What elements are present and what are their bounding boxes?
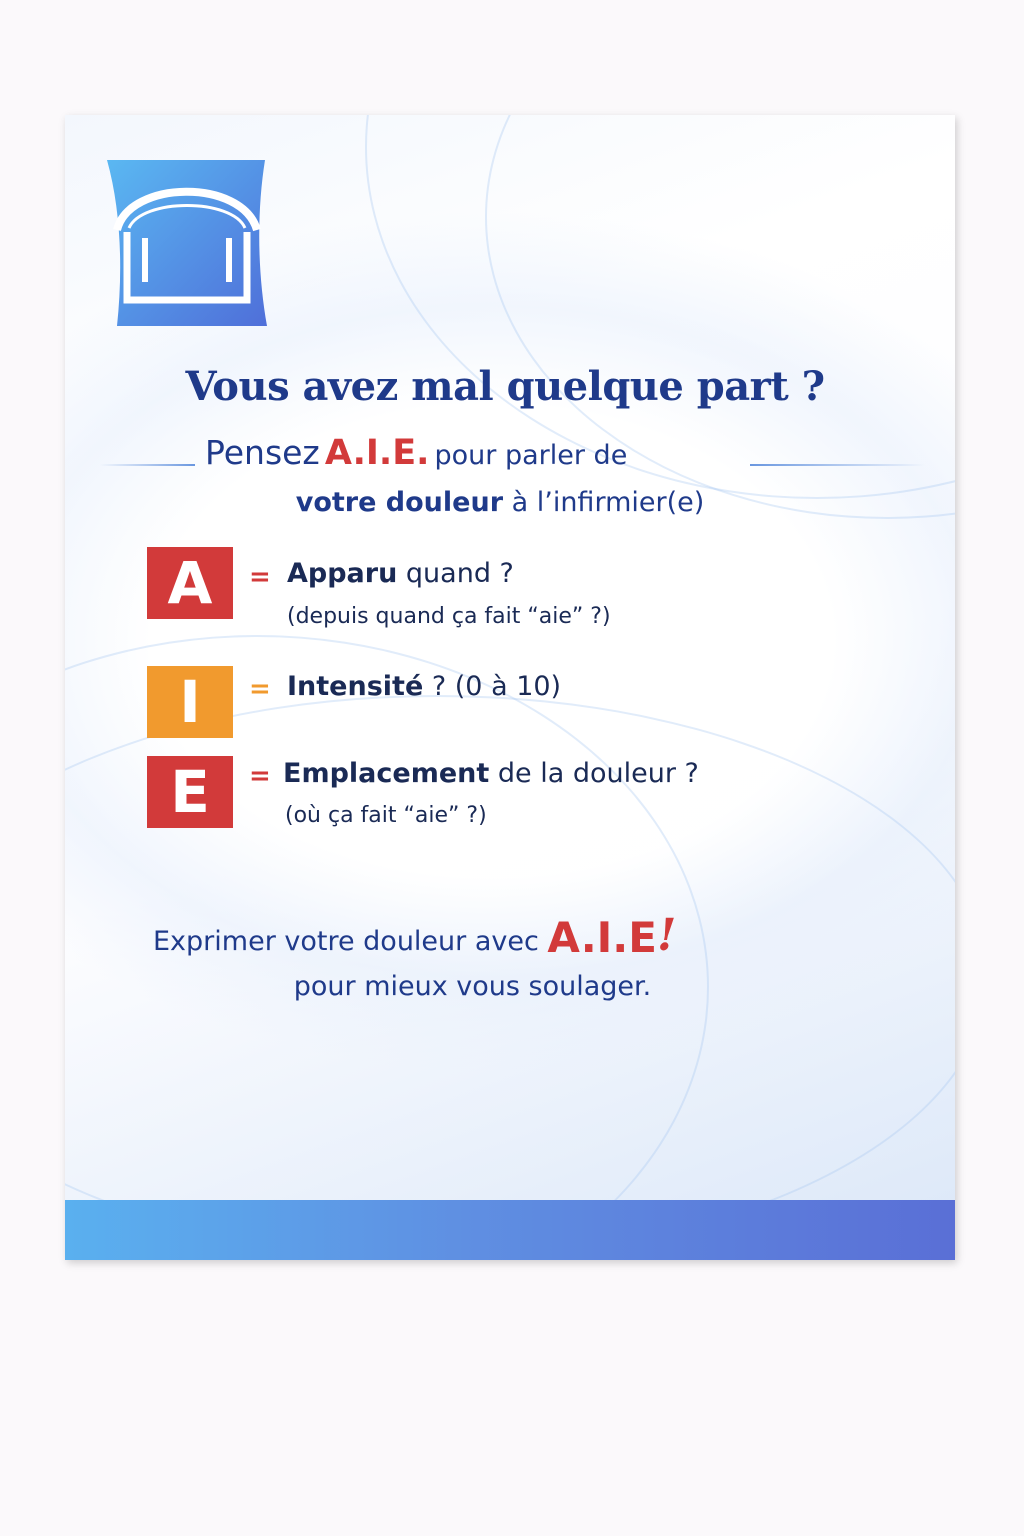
subtitle-aie: A.I.E.: [324, 433, 430, 473]
item-e-main: [283, 758, 699, 789]
equals-sign: =: [249, 562, 271, 592]
poster: [65, 115, 955, 1260]
item-e-keyword: Emplacement: [283, 758, 490, 789]
subtitle-pensez: Pensez: [205, 433, 320, 472]
subtitle-rest: pour parler de: [434, 440, 628, 471]
letter-box-i: I: [147, 666, 233, 738]
footer-text: Exprimer votre douleur avec: [153, 926, 539, 957]
item-e-rest: de la douleur ?: [497, 758, 699, 789]
subtitle-line-2: [65, 487, 935, 518]
decorative-line-left: [100, 464, 195, 466]
footer-aie: A.I.E: [547, 913, 657, 962]
footer-exclaim: !: [656, 910, 677, 961]
subtitle-line-1: [205, 433, 627, 473]
letter-box-a: A: [147, 547, 233, 619]
hospital-arch-logo-icon: [107, 160, 267, 328]
bottom-band: [65, 1200, 955, 1260]
item-i-main: [287, 671, 561, 702]
equals-sign: =: [249, 761, 271, 791]
item-i-keyword: Intensité: [287, 671, 424, 702]
item-a-keyword: Apparu: [287, 558, 398, 589]
poster-title: Vous avez mal quelque part ?: [185, 363, 825, 410]
item-a-rest: quand ?: [405, 558, 514, 589]
item-e-sub: (où ça fait “aie” ?): [285, 803, 487, 828]
subtitle-strong: votre douleur: [295, 487, 504, 518]
equals-sign: =: [249, 674, 271, 704]
letter-box-e: E: [147, 756, 233, 828]
item-i-rest: ? (0 à 10): [431, 671, 562, 702]
item-a-main: [287, 558, 514, 589]
footer-line-2: pour mieux vous soulager.: [293, 971, 652, 1002]
item-a-sub: (depuis quand ça fait “aie” ?): [287, 604, 611, 629]
decorative-line-right: [750, 464, 925, 466]
subtitle-line2-rest: à l’infirmier(e): [511, 487, 705, 518]
footer-line-1: [153, 910, 676, 962]
